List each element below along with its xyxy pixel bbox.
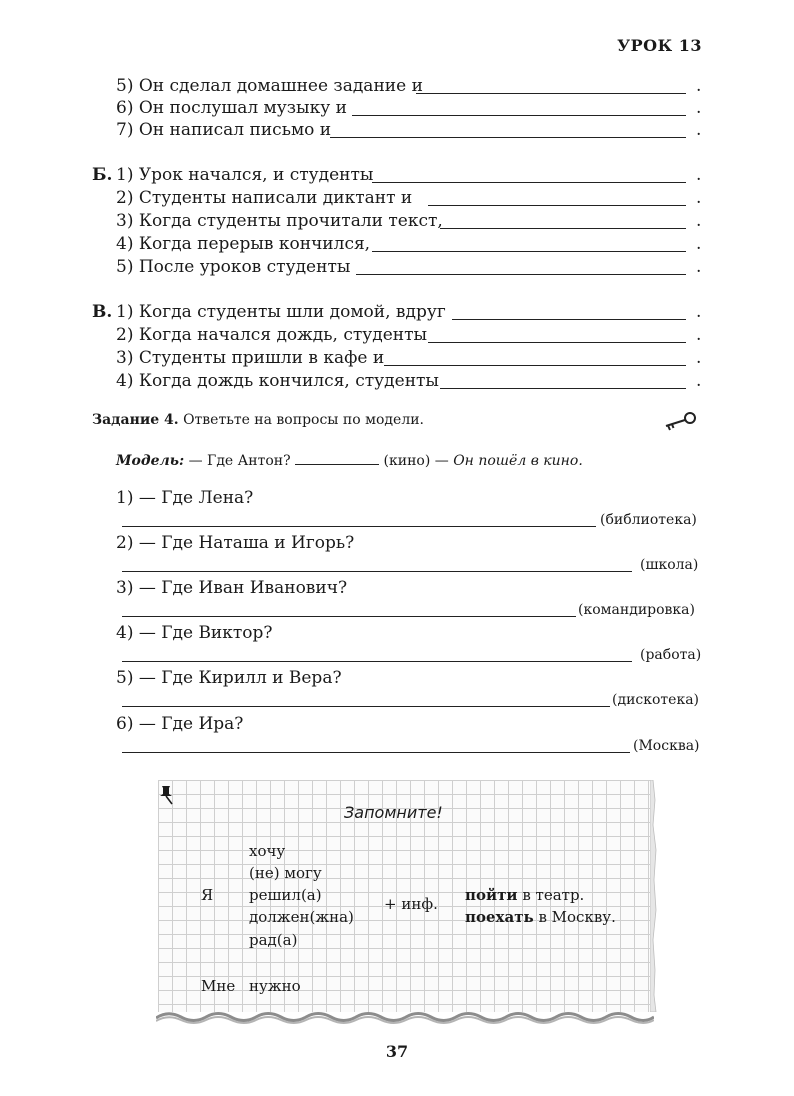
note-title: Запомните! [344, 803, 443, 822]
exercise-text: 1) Когда студенты шли домой, вдруг [116, 302, 446, 322]
model-label: Модель: [116, 453, 185, 469]
exercise-text: 7) Он написал письмо и [116, 120, 332, 140]
answer-line[interactable] [122, 706, 610, 707]
answer-blank[interactable] [440, 228, 686, 229]
exercise-text: 5) После уроков студенты [116, 257, 351, 277]
answer-blank[interactable] [416, 93, 686, 94]
lesson-header: УРОК 13 [617, 36, 702, 55]
model-question: — Где Антон? [188, 453, 291, 469]
example-2-rest: в Москву. [538, 908, 616, 926]
period: . [696, 257, 702, 277]
example-2-verb: поехать [465, 908, 534, 926]
answer-blank[interactable] [384, 365, 686, 366]
section-letter-c: В. [92, 302, 113, 322]
period: . [696, 325, 702, 345]
pronoun-ya: Я [201, 886, 214, 904]
paper-edge [650, 780, 657, 1012]
period: . [696, 234, 702, 254]
model-answer: Он пошёл в кино. [453, 453, 583, 469]
question: 2) — Где Наташа и Игорь? [116, 533, 355, 553]
answer-hint: (дискотека) [612, 692, 700, 708]
task-instruction: Ответьте на вопросы по модели. [183, 412, 425, 428]
verb-item: рад(а) [249, 931, 298, 949]
verb-item: решил(а) [249, 886, 322, 904]
example-1 [465, 886, 584, 904]
answer-hint: (библиотека) [600, 512, 697, 528]
exercise-text: 2) Студенты написали диктант и [116, 188, 413, 208]
question: 3) — Где Иван Иванович? [116, 578, 348, 598]
answer-line[interactable] [122, 661, 632, 662]
exercise-text: 4) Когда дождь кончился, студенты [116, 371, 439, 391]
answer-hint: (школа) [640, 557, 699, 573]
period: . [696, 76, 702, 96]
pushpin-icon [158, 784, 180, 806]
answer-hint: (командировка) [578, 602, 695, 618]
answer-blank[interactable] [372, 182, 686, 183]
answer-blank[interactable] [440, 388, 686, 389]
answer-line[interactable] [122, 752, 630, 753]
exercise-text: 2) Когда начался дождь, студенты [116, 325, 428, 345]
answer-blank[interactable] [428, 342, 686, 343]
nuzhno-word: нужно [249, 977, 301, 995]
answer-line[interactable] [122, 616, 576, 617]
period: . [696, 188, 702, 208]
period: . [696, 120, 702, 140]
question: 5) — Где Кирилл и Вера? [116, 668, 342, 688]
answer-blank[interactable] [352, 115, 686, 116]
answer-blank[interactable] [428, 205, 686, 206]
period: . [696, 348, 702, 368]
answer-hint: (работа) [640, 647, 702, 663]
task-title [92, 412, 424, 428]
period: . [696, 98, 702, 118]
model-example [116, 452, 583, 469]
question: 1) — Где Лена? [116, 488, 254, 508]
pronoun-mne: Мне [201, 977, 236, 995]
plus-infinitive: + инф. [384, 895, 438, 913]
period: . [696, 302, 702, 322]
answer-hint: (Москва) [633, 738, 700, 754]
example-1-rest: в театр. [522, 886, 585, 904]
period: . [696, 211, 702, 231]
section-letter-b: Б. [92, 165, 113, 185]
example-1-verb: пойти [465, 886, 518, 904]
verb-item: хочу [249, 842, 286, 860]
answer-blank[interactable] [330, 137, 686, 138]
period: . [696, 165, 702, 185]
exercise-text: 6) Он послушал музыку и [116, 98, 347, 118]
exercise-text: 3) Студенты пришли в кафе и [116, 348, 385, 368]
question: 6) — Где Ира? [116, 714, 244, 734]
page-number: 37 [385, 1042, 409, 1061]
model-hint: (кино) — [383, 453, 449, 469]
exercise-text: 4) Когда перерыв кончился, [116, 234, 371, 254]
answer-blank[interactable] [452, 319, 686, 320]
task-label: Задание 4. [92, 412, 179, 428]
example-2 [465, 908, 616, 926]
model-blank [295, 452, 379, 465]
key-icon [662, 410, 698, 432]
answer-blank[interactable] [356, 274, 686, 275]
exercise-text: 1) Урок начался, и студенты [116, 165, 374, 185]
answer-line[interactable] [122, 526, 596, 527]
exercise-text: 3) Когда студенты прочитали текст, [116, 211, 443, 231]
torn-edge [156, 1006, 654, 1026]
answer-line[interactable] [122, 571, 632, 572]
period: . [696, 371, 702, 391]
answer-blank[interactable] [372, 251, 686, 252]
question: 4) — Где Виктор? [116, 623, 273, 643]
exercise-text: 5) Он сделал домашнее задание и [116, 76, 423, 96]
verb-item: должен(жна) [249, 908, 354, 926]
verb-item: (не) могу [249, 864, 322, 882]
